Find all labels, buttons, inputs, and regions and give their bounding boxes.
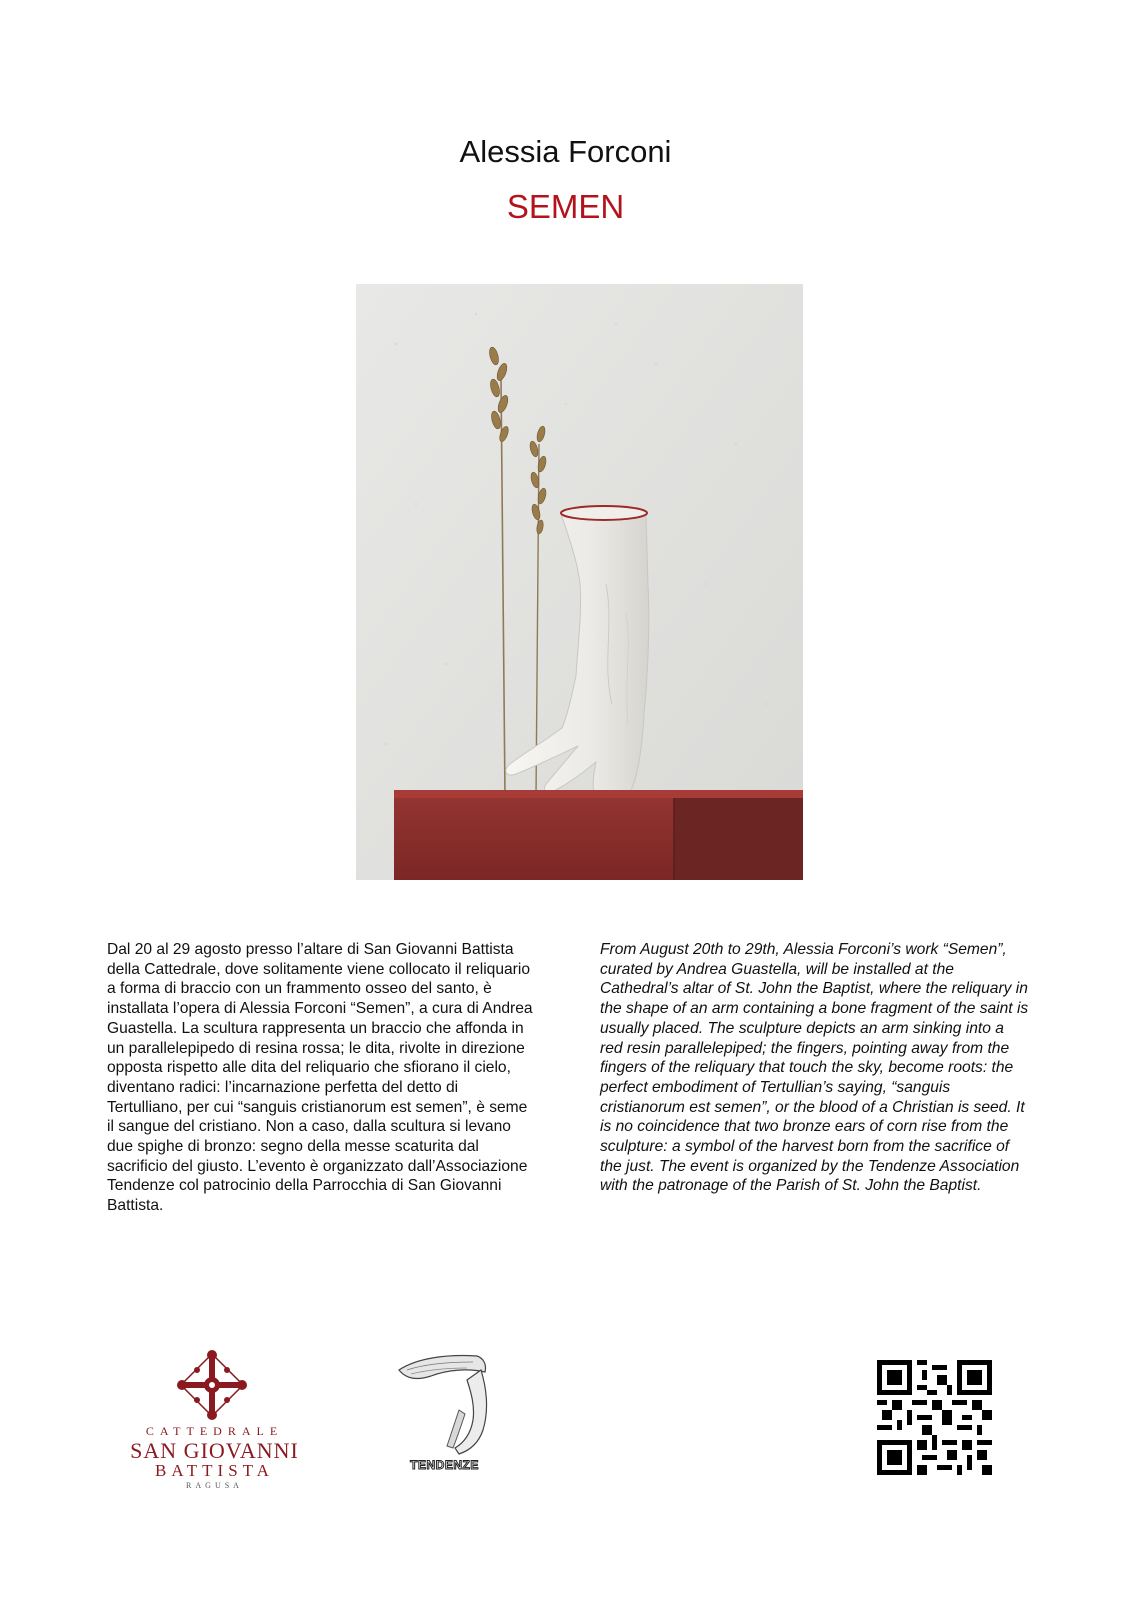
cathedral-logo-line1: CATTEDRALE [145, 1424, 284, 1438]
cathedral-logo-line2: SAN GIOVANNI [130, 1438, 299, 1463]
cathedral-logo-line3: BATTISTA [155, 1461, 274, 1480]
work-title: SEMEN [506, 188, 625, 225]
english-description: From August 20th to 29th, Alessia Forconi’s work “Semen”, curated by Andrea Guastella, will be installed at the Cathedral’s altar of St. John the Baptist, where the reliquary in the shape of an arm containing a bone fragment of the saint is usually placed. The sculpture depicts an arm sinking into a red resin parallelepiped; the fingers, pointing away from the fingers of the reliquary that touch the sky, become roots: the perfect embodiment of Tertullian’s saying, “sanguis cristianorum est semen”, or the blood of a Christian is seed. It is no coincidence that two bronze ears of corn rise from the sculpture: a symbol of the harvest born from the sacrifice of the just. The event is organized by the Tendenze Association with the patronage of the Parish of St. John the Baptist. [600, 941, 1029, 1195]
cathedral-logo [127, 1345, 302, 1490]
tendenze-logo-word: TENDENZE [410, 1458, 479, 1472]
italian-description: Dal 20 al 29 agosto presso l’altare di San Giovanni Battista della Cattedrale, dove solitamente viene collocato il reliquario a forma di braccio con un frammento osseo del santo, è installata l’opera di Alessia Forconi “Semen”, a cura di Andrea Guastella. La scultura rappresenta un braccio che affonda in un parallelepipedo di resina rossa; le dita, rivolte in direzione opposta rispetto alle dita del reliquario che sfiorano il cielo, diventano radici: l’incarnazione perfetta del detto di Tertulliano, per cui “sanguis cristianorum est semen”, è seme il sangue del cristiano. Non a caso, dalla scultura si levano due spighe di bronzo: segno della messe scaturita dal sacrificio del giusto. L’evento è organizzato dall’Associazione Tendenze col patrocinio della Parrocchia di San Giovanni Battista. [107, 941, 533, 1215]
sculpture-photo [356, 284, 803, 880]
winged-figure-icon [397, 1350, 492, 1460]
cathedral-cross-icon [172, 1345, 252, 1425]
qr-code-icon [877, 1360, 992, 1475]
tendenze-logo [397, 1350, 492, 1475]
cathedral-logo-line4: RAGUSA [186, 1481, 243, 1490]
artist-name: Alessia Forconi [459, 134, 672, 169]
